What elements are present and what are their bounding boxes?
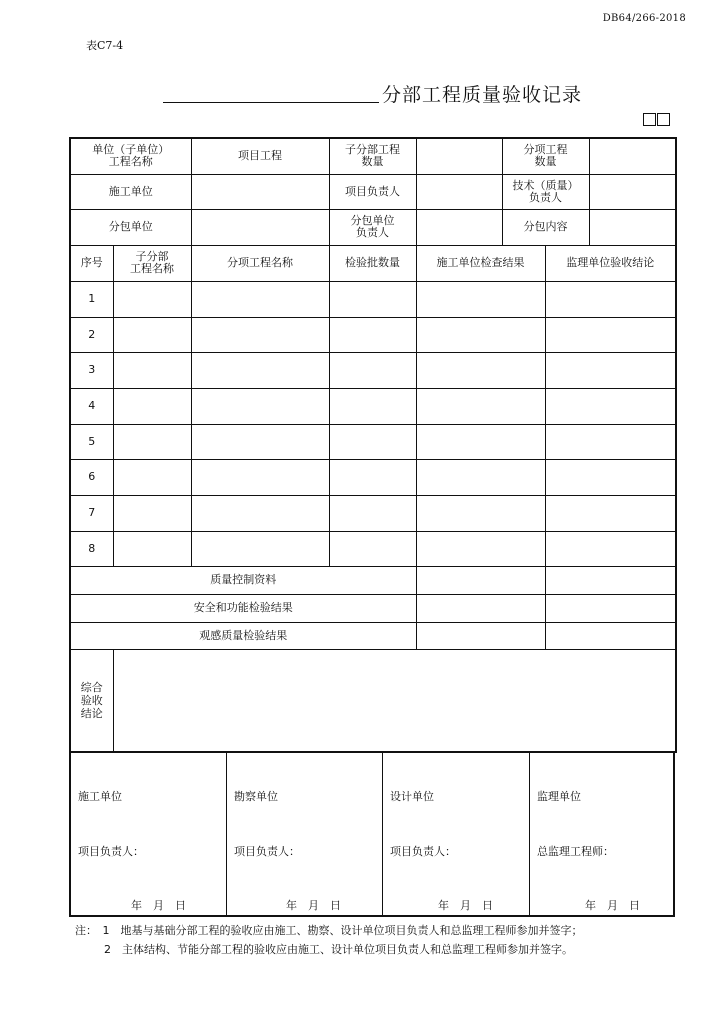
quality-docs-label: 质量控制资料 <box>70 566 416 594</box>
cell[interactable] <box>329 531 416 566</box>
col-sub-item: 分项工程名称 <box>191 245 329 281</box>
signature-date: 年 月 日 <box>131 899 186 912</box>
contractor-value[interactable] <box>191 174 329 209</box>
row-number: 4 <box>70 388 113 424</box>
table-row <box>70 424 676 459</box>
cell[interactable] <box>113 424 191 459</box>
code-box[interactable] <box>657 113 670 126</box>
cell[interactable] <box>191 459 329 495</box>
cell[interactable] <box>329 388 416 424</box>
cell[interactable] <box>191 531 329 566</box>
sub-division-count-label: 子分部工程 数量 <box>329 138 416 174</box>
cell[interactable] <box>329 352 416 388</box>
cell[interactable] <box>191 495 329 531</box>
cell[interactable] <box>113 317 191 352</box>
row-number: 2 <box>70 317 113 352</box>
sub-division-count-value[interactable] <box>416 138 502 174</box>
info-row <box>70 209 676 245</box>
check-row <box>70 566 676 594</box>
signature-row <box>69 751 675 917</box>
table-header-row <box>70 245 676 281</box>
contractor-label: 施工单位 <box>70 174 191 209</box>
cell[interactable] <box>113 352 191 388</box>
signature-lead: 项目负责人： <box>234 845 300 858</box>
cell[interactable] <box>329 459 416 495</box>
tech-lead-label: 技术（质量） 负责人 <box>502 174 589 209</box>
cell[interactable] <box>113 531 191 566</box>
col-sub-division: 子分部 工程名称 <box>113 245 191 281</box>
signature-lead: 项目负责人： <box>78 845 144 858</box>
cell[interactable] <box>329 281 416 317</box>
cell[interactable] <box>545 531 676 566</box>
row-number: 6 <box>70 459 113 495</box>
table-row <box>70 531 676 566</box>
code-box[interactable] <box>643 113 656 126</box>
table-row <box>70 495 676 531</box>
subcontractor-value[interactable] <box>191 209 329 245</box>
safety-function-label: 安全和功能检验结果 <box>70 594 416 622</box>
table-row <box>70 352 676 388</box>
unit-project-name-value[interactable]: 项目工程 <box>191 138 329 174</box>
signature-date: 年 月 日 <box>286 899 341 912</box>
cell[interactable] <box>416 531 545 566</box>
cell[interactable] <box>329 495 416 531</box>
signature-unit: 勘察单位 <box>234 790 278 803</box>
cell[interactable] <box>191 281 329 317</box>
row-number: 5 <box>70 424 113 459</box>
conclusion-label: 综合 验收 结论 <box>80 681 103 720</box>
acceptance-form-table <box>69 137 677 753</box>
cell[interactable] <box>113 281 191 317</box>
signature-supervisor[interactable] <box>529 752 675 915</box>
page-title: 分部工程质量验收记录 <box>382 84 583 106</box>
subcontractor-label: 分包单位 <box>70 209 191 245</box>
unit-project-name-label: 单位（子单位） 工程名称 <box>70 138 191 174</box>
appearance-contractor[interactable] <box>416 622 545 649</box>
cell[interactable] <box>545 317 676 352</box>
row-number: 7 <box>70 495 113 531</box>
signature-lead: 项目负责人： <box>390 845 456 858</box>
cell[interactable] <box>416 459 545 495</box>
table-row <box>70 281 676 317</box>
row-number: 1 <box>70 281 113 317</box>
cell[interactable] <box>545 281 676 317</box>
form-code: 表C7-4 <box>86 39 124 52</box>
check-row <box>70 594 676 622</box>
appearance-label: 观感质量检验结果 <box>70 622 416 649</box>
check-row <box>70 622 676 649</box>
cell[interactable] <box>416 424 545 459</box>
cell[interactable] <box>416 352 545 388</box>
note-line-1: 注： 1 地基与基础分部工程的验收应由施工、勘察、设计单位项目负责人和总监理工程师参加并签字； <box>75 924 583 937</box>
subcontractor-lead-label: 分包单位 负责人 <box>329 209 416 245</box>
subcontract-content-value[interactable] <box>589 209 676 245</box>
cell[interactable] <box>416 281 545 317</box>
subcontract-content-label: 分包内容 <box>502 209 589 245</box>
info-row <box>70 174 676 209</box>
note-line-2: 2 主体结构、节能分部工程的验收应由施工、设计单位项目负责人和总监理工程师参加并签字。 <box>104 943 573 956</box>
cell[interactable] <box>545 424 676 459</box>
safety-function-contractor[interactable] <box>416 594 545 622</box>
cell[interactable] <box>329 424 416 459</box>
signature-unit: 设计单位 <box>390 790 434 803</box>
conclusion-label-cell <box>70 649 113 752</box>
code-boxes[interactable] <box>643 113 670 126</box>
signature-survey[interactable] <box>226 752 382 915</box>
table-row <box>70 317 676 352</box>
cell[interactable] <box>191 424 329 459</box>
cell[interactable] <box>416 495 545 531</box>
standard-code: DB64/266-2018 <box>602 13 686 24</box>
cell[interactable] <box>416 317 545 352</box>
cell[interactable] <box>545 388 676 424</box>
cell[interactable] <box>191 317 329 352</box>
cell[interactable] <box>416 388 545 424</box>
cell[interactable] <box>191 388 329 424</box>
signature-date: 年 月 日 <box>438 899 493 912</box>
cell[interactable] <box>329 317 416 352</box>
sub-item-count-label: 分项工程 数量 <box>502 138 589 174</box>
cell[interactable] <box>113 388 191 424</box>
appearance-supervisor[interactable] <box>545 622 676 649</box>
table-row <box>70 459 676 495</box>
col-seq: 序号 <box>70 245 113 281</box>
cell[interactable] <box>545 459 676 495</box>
sub-item-count-value[interactable] <box>589 138 676 174</box>
signature-design[interactable] <box>382 752 529 915</box>
signature-contractor[interactable] <box>71 752 226 915</box>
signature-unit: 施工单位 <box>78 790 122 803</box>
cell[interactable] <box>545 495 676 531</box>
col-batch-count: 检验批数量 <box>329 245 416 281</box>
safety-function-supervisor[interactable] <box>545 594 676 622</box>
quality-docs-contractor[interactable] <box>416 566 545 594</box>
col-supervisor-result: 监理单位验收结论 <box>545 245 676 281</box>
col-contractor-result: 施工单位检查结果 <box>416 245 545 281</box>
tech-lead-value[interactable] <box>589 174 676 209</box>
cell[interactable] <box>113 459 191 495</box>
project-lead-label: 项目负责人 <box>329 174 416 209</box>
quality-docs-supervisor[interactable] <box>545 566 676 594</box>
signature-date: 年 月 日 <box>585 899 640 912</box>
signature-unit: 监理单位 <box>537 790 581 803</box>
cell[interactable] <box>113 495 191 531</box>
project-lead-value[interactable] <box>416 174 502 209</box>
table-row <box>70 388 676 424</box>
conclusion-value[interactable] <box>113 649 676 752</box>
row-number: 8 <box>70 531 113 566</box>
cell[interactable] <box>545 352 676 388</box>
cell[interactable] <box>191 352 329 388</box>
project-name-blank[interactable] <box>163 102 379 103</box>
subcontractor-lead-value[interactable] <box>416 209 502 245</box>
row-number: 3 <box>70 352 113 388</box>
info-row <box>70 138 676 174</box>
conclusion-row <box>70 649 676 752</box>
signature-lead: 总监理工程师： <box>537 845 614 858</box>
